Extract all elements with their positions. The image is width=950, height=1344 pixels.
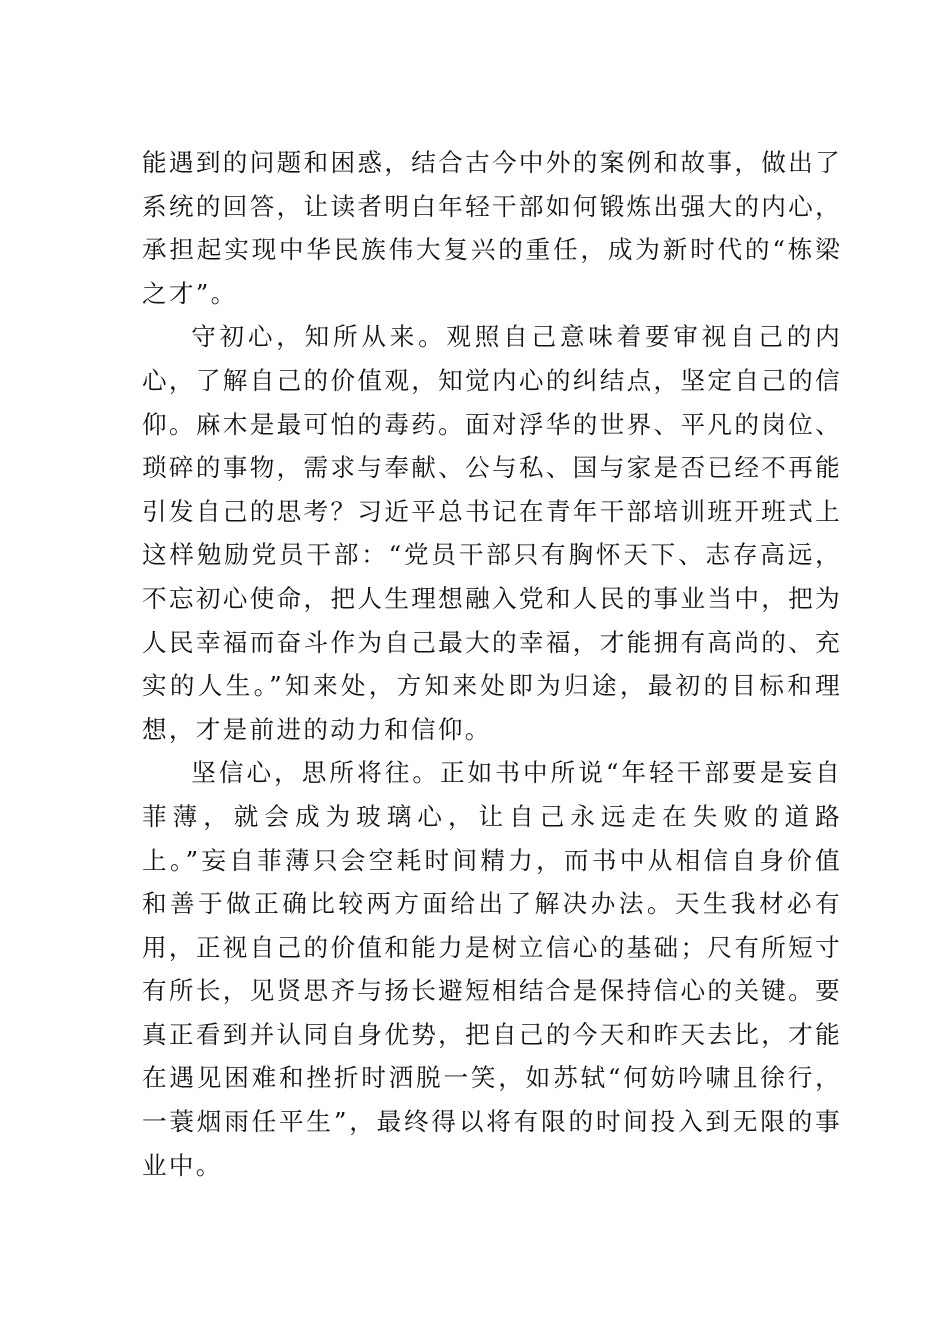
paragraph-jian-xinxin: 坚信心，思所将往。正如书中所说“年轻干部要是妄自菲薄，就会成为玻璃心，让自己永远走在失败的道路上。”妄自菲薄只会空耗时间精力，而书中从相信自身价值和善于做正确比较两方面给出了解决办法。天生我材必有用，正视自己的价值和能力是树立信心的基础；尺有所短寸有所长，见贤思齐与扬长避短相结合是保持信心的关键。要真正看到并认同自身优势，把自己的今天和昨天去比，才能在遇见困难和挫折时洒脱一笑，如苏轼“何妨吟啸且徐行，一蓑烟雨任平生”，最终得以将有限的时间投入到无限的事业中。 — [142, 758, 842, 1180]
paragraph-shou-chuxin: 守初心，知所从来。观照自己意味着要审视自己的内心，了解自己的价值观，知觉内心的纠结点，坚定自己的信仰。麻木是最可怕的毒药。面对浮华的世界、平凡的岗位、琐碎的事物，需求与奉献、公与私、国与家是否已经不再能引发自己的思考？习近平总书记在青年干部培训班开班式上这样勉励党员干部：“党员干部只有胸怀天下、志存高远，不忘初心使命，把人生理想融入党和人民的事业当中，把为人民幸福而奋斗作为自己最大的幸福，才能拥有高尚的、充实的人生。”知来处，方知来处即为归途，最初的目标和理想，才是前进的动力和信仰。 — [142, 322, 842, 744]
paragraph-continuation: 能遇到的问题和困惑，结合古今中外的案例和故事，做出了系统的回答，让读者明白年轻干部如何锻炼出强大的内心，承担起实现中华民族伟大复兴的重任，成为新时代的“栋梁之才”。 — [142, 148, 842, 308]
document-body — [142, 141, 842, 1187]
